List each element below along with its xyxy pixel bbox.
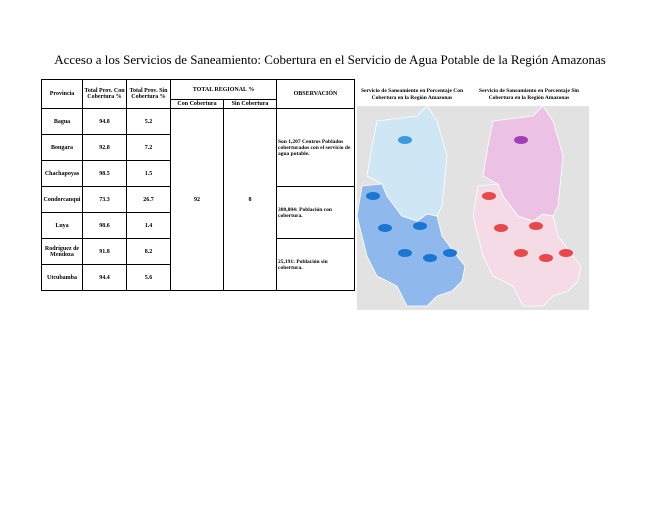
cell-con: 94.8 <box>83 109 127 135</box>
map-badge <box>398 136 412 144</box>
cell-sin: 1.4 <box>127 213 171 239</box>
header-reg-sin: Sin Cobertura <box>224 100 277 109</box>
map-badge <box>378 224 392 232</box>
regional-sin: 8 <box>224 109 277 291</box>
cell-provincia: Luya <box>42 213 83 239</box>
map-badge <box>514 136 528 144</box>
map-con-cobertura <box>357 106 473 310</box>
header-obs: OBSERVACIÓN <box>277 80 355 109</box>
header-con: Total Prov. Con Cobertura % <box>83 80 127 109</box>
map-badge <box>539 254 553 262</box>
map-badge <box>398 249 412 257</box>
cell-sin: 5.2 <box>127 109 171 135</box>
cell-con: 91.8 <box>83 239 127 265</box>
header-regional: TOTAL REGIONAL % <box>171 80 277 100</box>
map-sin-cobertura <box>473 106 589 310</box>
map-badge <box>482 192 496 200</box>
cell-con: 94.4 <box>83 265 127 291</box>
table-row <box>42 109 355 135</box>
cell-sin: 7.2 <box>127 135 171 161</box>
regional-con: 92 <box>171 109 224 291</box>
map-badge <box>443 249 457 257</box>
map-sin-title: Servicio de Saneamiento en Porcentaje Sin Cobertura en la Región Amazonas <box>479 88 579 101</box>
map-badge <box>494 224 508 232</box>
map-badge <box>514 249 528 257</box>
observation: Son 1,207 Centros Poblados coberturados con el servicio de agua potable. <box>277 109 355 187</box>
cell-sin: 8.2 <box>127 239 171 265</box>
cell-provincia: Utcubamba <box>42 265 83 291</box>
map-badge <box>559 249 573 257</box>
cell-provincia: Chachapoyas <box>42 161 83 187</box>
cell-provincia: Bagua <box>42 109 83 135</box>
cell-con: 98.5 <box>83 161 127 187</box>
cell-con: 73.3 <box>83 187 127 213</box>
map-badge <box>413 222 427 230</box>
coverage-table <box>41 79 355 291</box>
map-badge <box>423 254 437 262</box>
cell-sin: 26.7 <box>127 187 171 213</box>
cell-sin: 1.5 <box>127 161 171 187</box>
cell-provincia: Bongara <box>42 135 83 161</box>
cell-provincia: Condorcanqui <box>42 187 83 213</box>
map-con-title: Servicio de Saneamiento en Porcentaje Con Cobertura en la Región Amazonas <box>360 88 464 101</box>
observation: 380,804: Población con cobertura. <box>277 187 355 239</box>
map-badge <box>529 222 543 230</box>
header-sin: Total Prov. Sin Cobertura % <box>127 80 171 109</box>
page-title: Acceso a los Servicios de Saneamiento: Cobertura en el Servicio de Agua Potable de la Región Amazonas <box>54 52 606 67</box>
cell-con: 98.6 <box>83 213 127 239</box>
cell-con: 92.8 <box>83 135 127 161</box>
header-provincia: Provincia <box>42 80 83 109</box>
header-reg-con: Con Cobertura <box>171 100 224 109</box>
map-badge <box>366 192 380 200</box>
observation: 25,191: Población sin cobertura. <box>277 239 355 291</box>
cell-provincia: Rodríguez de Mendoza <box>42 239 83 265</box>
cell-sin: 5.6 <box>127 265 171 291</box>
